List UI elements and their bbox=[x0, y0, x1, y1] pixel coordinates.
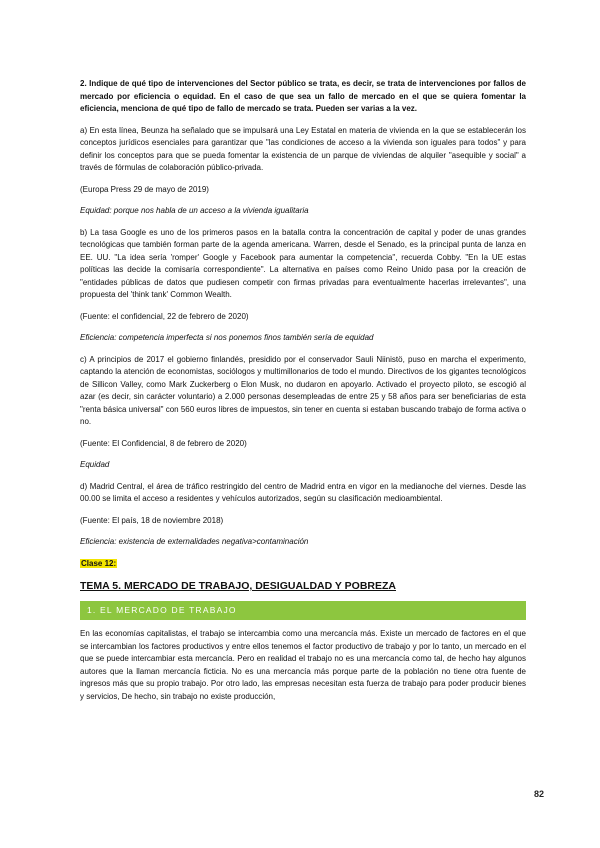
item-c-source: (Fuente: El Confidencial, 8 de febrero de 2020) bbox=[80, 438, 247, 448]
question-text: 2. Indique de qué tipo de intervenciones del Sector público se trata, es decir, se trata de intervenciones por fallos de mercado por eficiencia o equidad. En el caso de que sea un fallo de mercado en el que se quiera fomentar la eficiencia, menciona de qué tipo de fallo de mercado se trata. Pueden ser varias a la vez. bbox=[80, 79, 526, 113]
item-d-answer: Eficiencia: existencia de externalidades negativa>contaminación bbox=[80, 537, 309, 546]
item-b-answer: Eficiencia: competencia imperfecta si nos ponemos finos también sería de equidad bbox=[80, 333, 374, 342]
section-heading-bar: 1. EL MERCADO DE TRABAJO bbox=[80, 601, 526, 620]
item-b-text: b) La tasa Google es uno de los primeros pasos en la batalla contra la concentración de capital y poder de unas grandes tecnológicas que también forman parte de la agenda americana. Warren, desde el Senado, es la principal punta de lanza en EE. UU. "La idea sería 'romper' Google y Facebook para aumentar la competencia", recuerda Cobby. "En la UE estas políticas las decide la comisaría correspondiente". La alternativa en países como Reino Unido pasa por la creación de "entidades públicas de datos que pudiesen competir con firmas privadas para eventualmente hacerlas irrelevantes", una propuesta del 'think tank' Common Wealth. bbox=[80, 227, 526, 299]
item-a-answer: Equidad: porque nos habla de un acceso a la vivienda igualitaria bbox=[80, 206, 309, 215]
item-c-text: c) A principios de 2017 el gobierno finlandés, presidido por el conservador Sauli Niinistö, puso en marcha el experimento, captando la atención de economistas, sociólogos y multimillonarios de todo el mundo. Directivos de los gigantes tecnológicos de Sillicon Valley, como Mark Zuckerberg o Elon Musk, no dudaron en apoyarlo. Activado el proyecto piloto, se escogió al azar (es decir, sin carácter voluntario) a 2.000 personas desempleadas de entre 25 y 58 años para ser beneficiarias de esta "renta básica universal" con 560 euros libres de impuestos, sin tener en cuenta si estaban buscando trabajo de forma activa o no. bbox=[80, 354, 526, 426]
item-b-source: (Fuente: el confidencial, 22 de febrero de 2020) bbox=[80, 311, 249, 321]
item-d-text: d) Madrid Central, el área de tráfico restringido del centro de Madrid entra en vigor en la medianoche del viernes. Desde las 00.00 se limita el acceso a residentes y vehículos autorizados, según su clasificación medioambiental. bbox=[80, 481, 526, 503]
body-paragraph: En las economías capitalistas, el trabajo se intercambia como una mercancía más. Existe un mercado de factores en el que se intercambian los factores productivos y entre ellos tenemos el factor productivo de trabajo y por lo tanto, un mercado en el que se puede intercambiar esta mercancía. Pero en realidad el trabajo no es una mercancía como tal, de hecho hay algunos autores que la llaman mercancía ficticia. No es una mercancía más porque parte de la población no tiene otra fuente de ingresos más que su propio trabajo. Por otro lado, las empresas necesitan esta fuerza de trabajo para poder producir bienes y servicios, De hecho, sin trabajo no existe producción, bbox=[80, 629, 526, 701]
page-number: 82 bbox=[534, 789, 545, 799]
item-d-source: (Fuente: El país, 18 de noviembre 2018) bbox=[80, 515, 224, 525]
page-content bbox=[80, 78, 526, 703]
item-c-answer: Equidad bbox=[80, 460, 110, 469]
tema-title: TEMA 5. MERCADO DE TRABAJO, DESIGUALDAD Y POBREZA bbox=[80, 580, 396, 592]
item-a-text: a) En esta línea, Beunza ha señalado que se impulsará una Ley Estatal en materia de vivienda en la que se establecerán los conceptos jurídicos esenciales para garantizar que "las condiciones de acceso a la vivienda son iguales para todos" y para definir los conceptos para que se pueda fomentar la existencia de un parque de viviendas de alquiler "asequible y social" a través de fórmulas de colaboración público-privada. bbox=[80, 125, 526, 172]
item-a-source: (Europa Press 29 de mayo de 2019) bbox=[80, 184, 209, 194]
clase-label: Clase 12: bbox=[81, 558, 117, 568]
